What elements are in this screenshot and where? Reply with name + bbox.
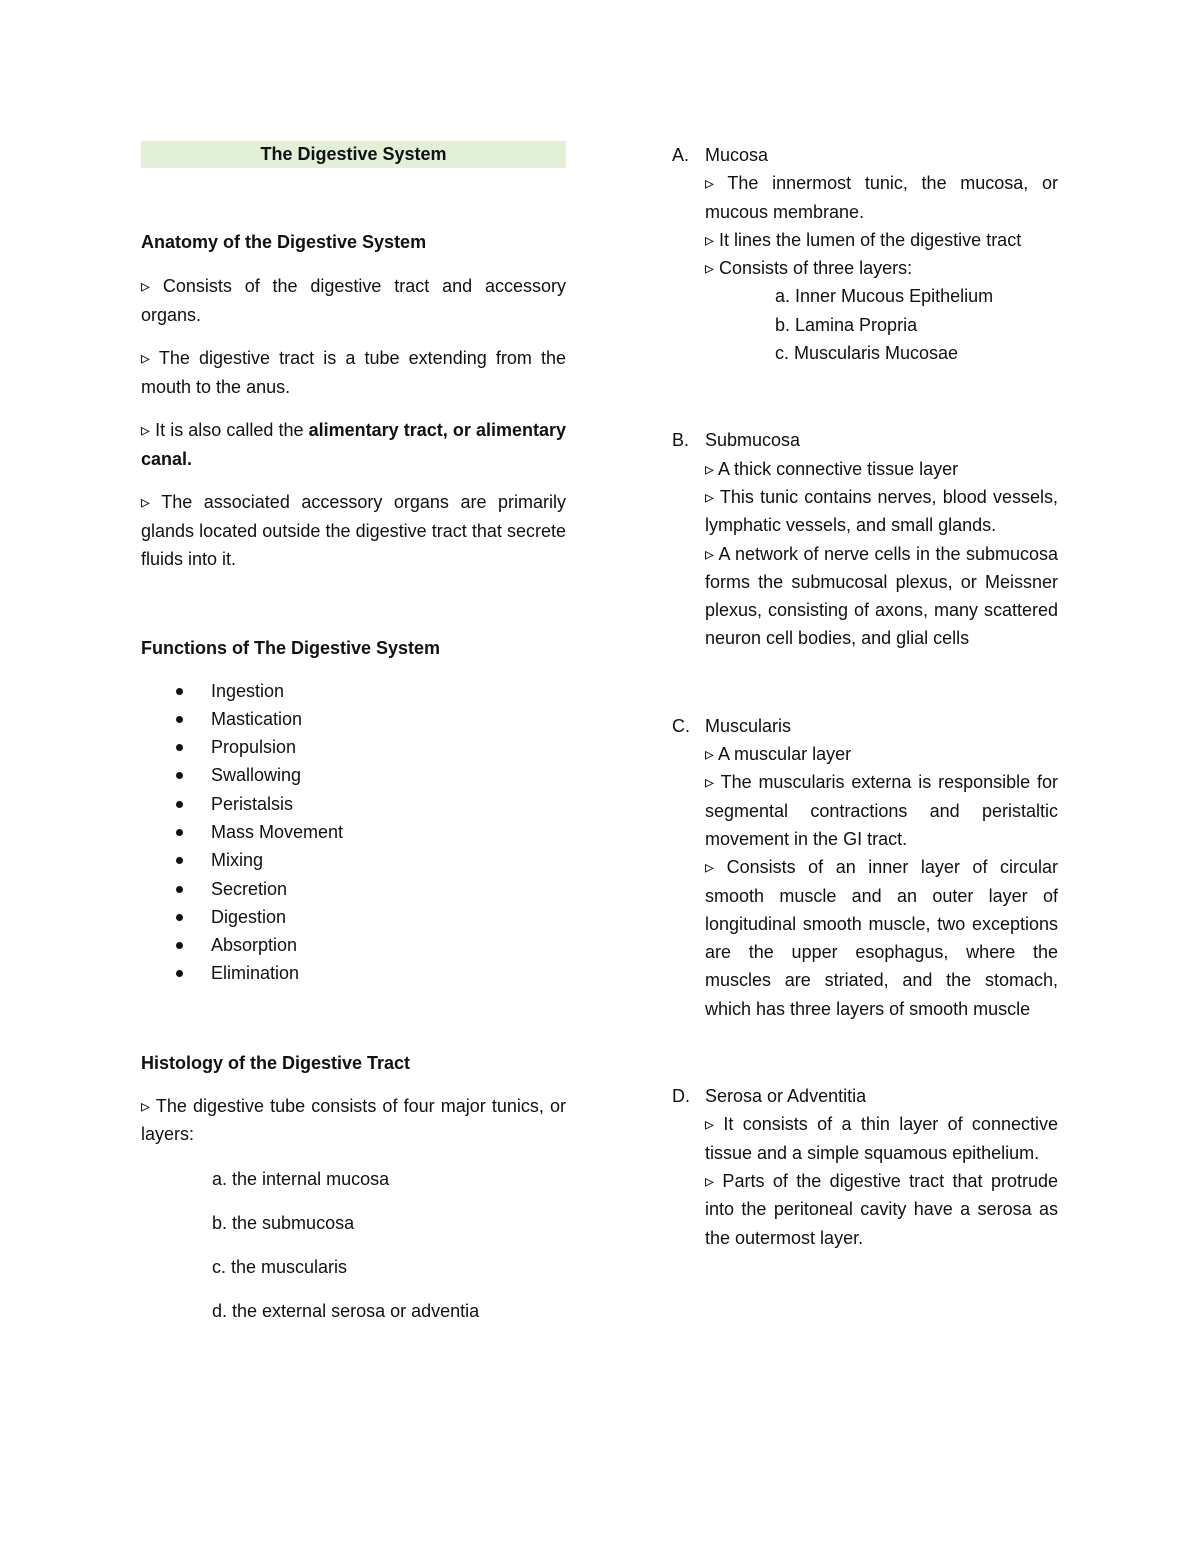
list-item — [141, 875, 566, 903]
right-column — [672, 141, 1058, 1252]
list-item — [141, 931, 566, 959]
section-title — [672, 1082, 1058, 1110]
function-label: Peristalsis — [211, 793, 294, 814]
section-point: ▹ Parts of the digestive tract that protrude into the peritoneal cavity have a serosa as the outermost layer. — [705, 1170, 1058, 1248]
left-column — [141, 141, 566, 1325]
section-body — [672, 740, 1058, 1023]
section-point: ▹ A thick connective tissue layer — [705, 458, 959, 479]
section-title-text: Muscularis — [705, 715, 792, 736]
bullet-icon — [176, 716, 183, 723]
section-point: ▹ The innermost tunic, the mucosa, or mucous membrane. — [705, 173, 1058, 222]
section-mucosa — [672, 141, 1058, 367]
anatomy-point-4: ▹ The associated accessory organs are primarily glands located outside the digestive tract that secrete fluids into it. — [141, 492, 566, 569]
section-point: ▹ Consists of three layers: — [705, 258, 913, 279]
list-item — [141, 818, 566, 846]
section-serosa — [672, 1082, 1058, 1252]
bullet-icon — [176, 772, 183, 779]
section-submucosa — [672, 426, 1058, 652]
functions-heading: Functions of The Digestive System — [141, 637, 441, 658]
tunic-item: b. the submucosa — [212, 1212, 355, 1233]
bullet-icon — [176, 857, 183, 864]
bullet-icon — [176, 744, 183, 751]
bullet-icon — [176, 914, 183, 921]
section-muscularis — [672, 712, 1058, 1023]
list-item — [141, 846, 566, 874]
anatomy-point-3-text: ▹ It is also called the — [141, 420, 309, 440]
section-body — [672, 169, 1058, 282]
bullet-icon — [176, 801, 183, 808]
section-title-text: Serosa or Adventitia — [705, 1086, 867, 1107]
section-point: ▹ A network of nerve cells in the submucosa forms the submucosal plexus, or Meissner plexus, consisting of axons, many scattered neuron cell bodies, and glial cells — [705, 543, 1058, 649]
function-label: Propulsion — [211, 737, 297, 758]
list-item — [141, 677, 566, 705]
function-label: Digestion — [211, 906, 287, 927]
function-label: Mass Movement — [211, 821, 344, 842]
bullet-icon — [176, 886, 183, 893]
bullet-icon — [176, 829, 183, 836]
bullet-icon — [176, 970, 183, 977]
section-point: ▹ It consists of a thin layer of connective tissue and a simple squamous epithelium. — [705, 1114, 1058, 1163]
list-item — [141, 733, 566, 761]
function-label: Mixing — [211, 850, 264, 871]
anatomy-heading: Anatomy of the Digestive System — [141, 232, 427, 252]
section-body — [672, 1110, 1058, 1251]
function-label: Absorption — [211, 935, 298, 956]
anatomy-point-3 — [141, 416, 566, 473]
function-label: Mastication — [211, 708, 303, 729]
section-title-text: Submucosa — [705, 430, 801, 451]
section-letter: A. — [672, 145, 690, 165]
function-label: Ingestion — [211, 680, 285, 701]
tunic-item: d. the external serosa or adventia — [212, 1300, 480, 1321]
list-item — [141, 705, 566, 733]
function-label: Elimination — [211, 963, 300, 984]
section-title-text: Mucosa — [705, 145, 769, 165]
histology-heading: Histology of the Digestive Tract — [141, 1052, 411, 1073]
section-letter: B. — [672, 430, 690, 451]
section-point: ▹ A muscular layer — [705, 744, 852, 765]
mucosa-layer-item: a. Inner Mucous Epithelium — [775, 286, 994, 307]
section-point: ▹ It lines the lumen of the digestive tract — [705, 229, 1022, 250]
bullet-icon — [176, 942, 183, 949]
tunic-item: c. the muscularis — [212, 1256, 348, 1277]
section-letter: C. — [672, 715, 690, 736]
bullet-icon — [176, 688, 183, 695]
section-body — [672, 455, 1058, 653]
section-title — [672, 426, 1058, 454]
section-point: ▹ Consists of an inner layer of circular smooth muscle and an outer layer of longitudinal smooth muscle, two exceptions are the upper esophagus, where the muscles are striated, and the stomach, which has three layers of smooth muscle — [705, 857, 1058, 1019]
list-item — [141, 959, 566, 987]
section-point: ▹ The muscularis externa is responsible for segmental contractions and peristaltic movement in the GI tract. — [705, 772, 1058, 849]
histology-intro: ▹ The digestive tube consists of four major tunics, or layers: — [141, 1095, 566, 1145]
mucosa-layer-item: c. Muscularis Mucosae — [775, 343, 959, 364]
section-title — [672, 712, 1058, 740]
alimentary-term: alimentary tract, or alimentary canal. — [141, 420, 567, 469]
mucosa-layer-item: b. Lamina Propria — [775, 314, 918, 335]
anatomy-point-1: ▹ Consists of the digestive tract and accessory organs. — [141, 276, 566, 325]
function-label: Swallowing — [211, 765, 302, 786]
function-label: Secretion — [211, 878, 288, 899]
list-item — [141, 903, 566, 931]
list-item — [141, 761, 566, 789]
functions-list — [141, 677, 566, 988]
section-point: ▹ This tunic contains nerves, blood vessels, lymphatic vessels, and small glands. — [705, 486, 1058, 536]
anatomy-point-2: ▹ The digestive tract is a tube extending from the mouth to the anus. — [141, 348, 566, 397]
section-letter: D. — [672, 1086, 690, 1107]
document-title: The Digestive System — [141, 141, 566, 168]
section-title — [672, 141, 1058, 169]
list-item — [141, 790, 566, 818]
tunic-item: a. the internal mucosa — [212, 1168, 390, 1189]
